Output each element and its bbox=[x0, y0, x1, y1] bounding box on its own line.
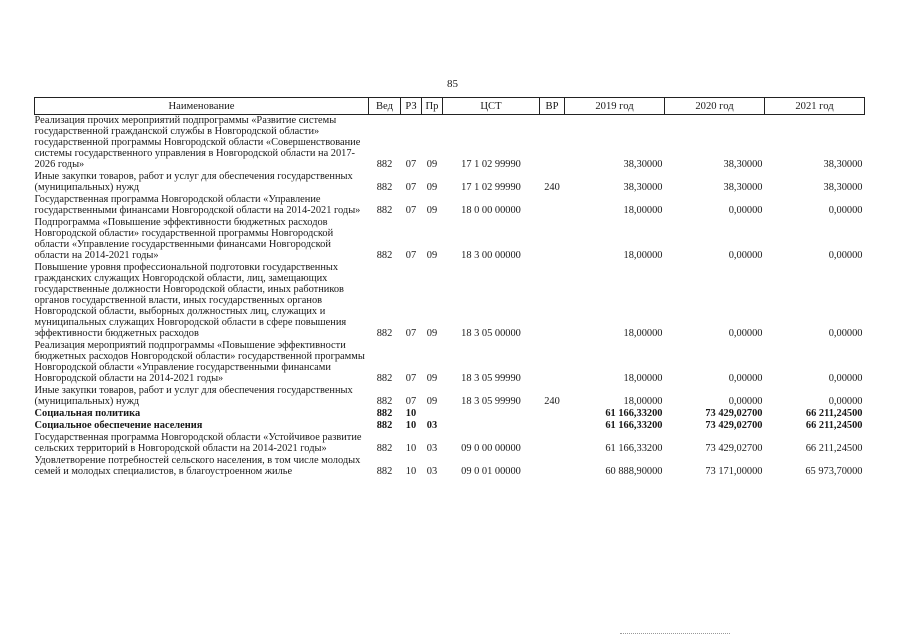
row-rz-cell: 10 bbox=[405, 466, 417, 477]
table-row bbox=[35, 420, 865, 432]
header-ved: Вед bbox=[369, 98, 401, 115]
row-vr-cell bbox=[540, 420, 565, 432]
row-2021-cell: 65 973,70000 bbox=[805, 466, 863, 477]
row-rz-cell: 10 bbox=[405, 443, 417, 454]
row-2020-cell: 0,00000 bbox=[728, 250, 763, 261]
row-rz-cell: 07 bbox=[405, 205, 417, 216]
row-rz-cell: 07 bbox=[405, 373, 417, 384]
row-pr-cell: 03 bbox=[426, 466, 438, 477]
row-vr-cell bbox=[540, 408, 565, 420]
row-pr-cell: 09 bbox=[426, 205, 438, 216]
row-pr-cell: 09 bbox=[426, 159, 438, 170]
row-vr-cell bbox=[540, 340, 565, 385]
row-name-cell: Подпрограмма «Повышение эффективности бюджетных расходов Новгородской области» государственной программы Новгородской области «Управление государственными финансами Новгородской области на 2014-2021 годы» bbox=[34, 217, 334, 261]
row-name-cell: Иные закупки товаров, работ и услуг для обеспечения государственных (муниципальных) нужд bbox=[34, 385, 353, 407]
row-2019-cell: 18,00000 bbox=[623, 328, 663, 339]
row-ved-cell: 882 bbox=[376, 408, 393, 419]
table-row bbox=[35, 217, 865, 262]
header-rz: РЗ bbox=[401, 98, 422, 115]
table-row bbox=[35, 340, 865, 385]
table-row bbox=[35, 432, 865, 455]
row-vr-cell bbox=[540, 115, 565, 172]
row-vr-cell bbox=[540, 194, 565, 217]
header-2019: 2019 год bbox=[565, 98, 665, 115]
row-2021-cell: 38,30000 bbox=[823, 159, 863, 170]
budget-table bbox=[34, 97, 865, 478]
row-pr-cell: 09 bbox=[426, 396, 438, 407]
row-name-cell: Реализация прочих мероприятий подпрограммы «Развитие системы государственной гражданской службы в Новгородской области» государственной программы Новгородской области «Совершенствование системы государственного управления в Новгородской области на 2017-2026 годы» bbox=[34, 115, 361, 170]
row-ved-cell: 882 bbox=[376, 328, 393, 339]
row-2020-cell: 73 429,02700 bbox=[705, 420, 763, 431]
row-ved-cell: 882 bbox=[376, 466, 393, 477]
row-ved-cell: 882 bbox=[376, 420, 393, 431]
row-rz-cell: 07 bbox=[405, 396, 417, 407]
row-2019-cell: 61 166,33200 bbox=[605, 443, 663, 454]
row-vr-cell bbox=[540, 432, 565, 455]
row-cst-cell: 18 0 00 00000 bbox=[461, 205, 521, 216]
row-cst-cell: 09 0 01 00000 bbox=[461, 466, 521, 477]
header-vr: ВР bbox=[540, 98, 565, 115]
row-cst-cell: 09 0 00 00000 bbox=[461, 443, 521, 454]
row-cst-cell: 18 3 00 00000 bbox=[461, 250, 521, 261]
row-ved-cell: 882 bbox=[376, 443, 393, 454]
header-cst: ЦСТ bbox=[443, 98, 540, 115]
table-row bbox=[35, 194, 865, 217]
row-pr-cell bbox=[422, 408, 443, 420]
row-2019-cell: 18,00000 bbox=[623, 373, 663, 384]
row-pr-cell: 03 bbox=[426, 443, 438, 454]
row-rz-cell: 10 bbox=[405, 420, 417, 431]
row-2020-cell: 38,30000 bbox=[723, 159, 763, 170]
row-cst-cell: 17 1 02 99990 bbox=[461, 159, 521, 170]
row-cst-cell bbox=[443, 420, 540, 432]
header-2020: 2020 год bbox=[665, 98, 765, 115]
row-2019-cell: 18,00000 bbox=[623, 250, 663, 261]
row-2020-cell: 73 171,00000 bbox=[705, 466, 763, 477]
row-2021-cell: 0,00000 bbox=[828, 328, 863, 339]
row-name-cell: Повышение уровня профессиональной подготовки государственных гражданских служащих Новгородской области, лиц, замещающих государственные должности Новгородской области, иных работников органов государственной власти, иных государственных органов Новгородской области, выборных должностных лиц, служащих и муниципальных служащих Новгородской области в сфере повышения эффективности бюджетных расходов bbox=[34, 262, 347, 339]
row-cst-cell: 18 3 05 99990 bbox=[461, 373, 521, 384]
row-rz-cell: 07 bbox=[405, 250, 417, 261]
row-cst-cell: 18 3 05 99990 bbox=[461, 396, 521, 407]
row-2020-cell: 73 429,02700 bbox=[705, 408, 763, 419]
row-vr-cell: 240 bbox=[544, 182, 560, 193]
row-2019-cell: 18,00000 bbox=[623, 205, 663, 216]
table-row bbox=[35, 455, 865, 478]
row-pr-cell: 09 bbox=[426, 250, 438, 261]
row-2019-cell: 60 888,90000 bbox=[605, 466, 663, 477]
row-vr-cell: 240 bbox=[544, 396, 560, 407]
row-name-cell: Удовлетворение потребностей сельского населения, в том числе молодых семей и молодых специалистов, в благоустроенном жилье bbox=[34, 455, 361, 477]
row-2019-cell: 18,00000 bbox=[623, 396, 663, 407]
row-pr-cell: 09 bbox=[426, 182, 438, 193]
row-2019-cell: 38,30000 bbox=[623, 182, 663, 193]
table-row bbox=[35, 385, 865, 408]
row-2020-cell: 0,00000 bbox=[728, 396, 763, 407]
row-name-cell: Государственная программа Новгородской области «Устойчивое развитие сельских территорий в Новгородской области на 2014-2021 годы» bbox=[34, 432, 362, 454]
row-ved-cell: 882 bbox=[376, 159, 393, 170]
row-pr-cell: 09 bbox=[426, 328, 438, 339]
row-vr-cell bbox=[540, 262, 565, 340]
row-2019-cell: 61 166,33200 bbox=[605, 408, 663, 419]
table-header-row bbox=[35, 98, 865, 115]
row-ved-cell: 882 bbox=[376, 205, 393, 216]
row-2021-cell: 0,00000 bbox=[828, 250, 863, 261]
header-pr: Пр bbox=[422, 98, 443, 115]
row-2021-cell: 0,00000 bbox=[828, 205, 863, 216]
row-2020-cell: 0,00000 bbox=[728, 205, 763, 216]
row-2020-cell: 38,30000 bbox=[723, 182, 763, 193]
row-rz-cell: 10 bbox=[405, 408, 417, 419]
row-2020-cell: 73 429,02700 bbox=[705, 443, 763, 454]
row-pr-cell: 09 bbox=[426, 373, 438, 384]
row-rz-cell: 07 bbox=[405, 182, 417, 193]
row-name-cell: Государственная программа Новгородской области «Управление государственными финансами Новгородской области на 2014-2021 годы» bbox=[34, 194, 361, 216]
row-ved-cell: 882 bbox=[376, 396, 393, 407]
row-2021-cell: 66 211,24500 bbox=[805, 420, 863, 431]
row-2020-cell: 0,00000 bbox=[728, 373, 763, 384]
row-2021-cell: 0,00000 bbox=[828, 396, 863, 407]
row-pr-cell: 03 bbox=[426, 420, 438, 431]
table-body bbox=[35, 115, 865, 479]
row-name-cell: Иные закупки товаров, работ и услуг для обеспечения государственных (муниципальных) нужд bbox=[34, 171, 353, 193]
row-2020-cell: 0,00000 bbox=[728, 328, 763, 339]
scan-artifact bbox=[620, 633, 730, 636]
row-2021-cell: 0,00000 bbox=[828, 373, 863, 384]
header-name: Наименование bbox=[35, 98, 369, 115]
page-number: 85 bbox=[447, 78, 458, 90]
row-ved-cell: 882 bbox=[376, 182, 393, 193]
row-vr-cell bbox=[540, 455, 565, 478]
row-ved-cell: 882 bbox=[376, 250, 393, 261]
row-vr-cell bbox=[540, 217, 565, 262]
table-row bbox=[35, 408, 865, 420]
row-rz-cell: 07 bbox=[405, 159, 417, 170]
row-2021-cell: 66 211,24500 bbox=[805, 443, 863, 454]
row-cst-cell: 17 1 02 99990 bbox=[461, 182, 521, 193]
table-row bbox=[35, 262, 865, 340]
row-name-cell: Социальное обеспечение населения bbox=[34, 420, 203, 431]
row-cst-cell: 18 3 05 00000 bbox=[461, 328, 521, 339]
row-2021-cell: 38,30000 bbox=[823, 182, 863, 193]
table-row bbox=[35, 115, 865, 172]
row-2019-cell: 61 166,33200 bbox=[605, 420, 663, 431]
table-row bbox=[35, 171, 865, 194]
row-2019-cell: 38,30000 bbox=[623, 159, 663, 170]
row-cst-cell bbox=[443, 408, 540, 420]
row-name-cell: Реализация мероприятий подпрограммы «Повышение эффективности бюджетных расходов Новгородской области» государственной программы Новгородской области «Управление государственными финансами Новгородской области на 2014-2021 годы» bbox=[34, 340, 365, 384]
row-rz-cell: 07 bbox=[405, 328, 417, 339]
row-2021-cell: 66 211,24500 bbox=[805, 408, 863, 419]
row-name-cell: Социальная политика bbox=[34, 408, 141, 419]
row-ved-cell: 882 bbox=[376, 373, 393, 384]
header-2021: 2021 год bbox=[765, 98, 865, 115]
